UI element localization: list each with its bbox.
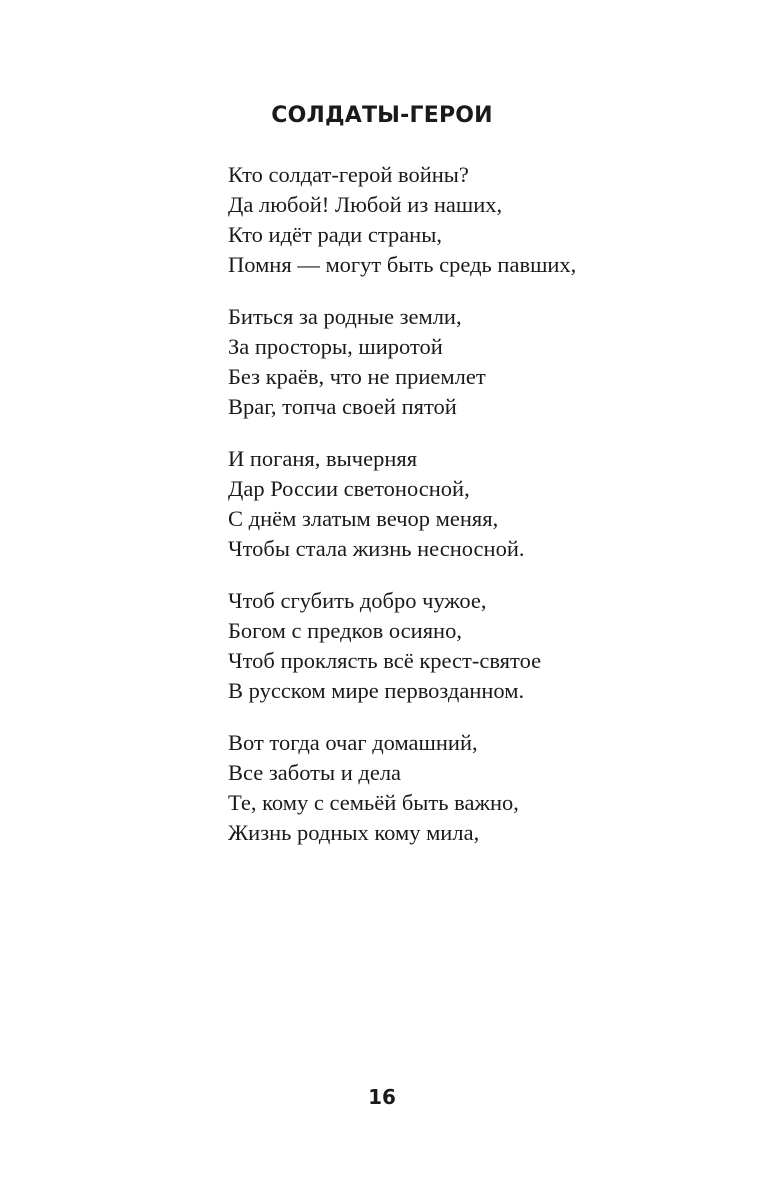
stanza — [228, 728, 748, 848]
poem-line: Кто солдат-герой войны? — [228, 162, 469, 187]
poem-line: Богом с предков осияно, — [228, 618, 462, 643]
stanza — [228, 160, 748, 280]
poem-line: Враг, топча своей пятой — [228, 394, 457, 419]
stanza — [228, 586, 748, 706]
poem-line: Все заботы и дела — [228, 760, 402, 785]
page-number: 16 — [368, 1085, 396, 1109]
poem-line: Дар России светоносной, — [228, 476, 470, 501]
poem-line: Да любой! Любой из наших, — [228, 192, 503, 217]
poem-line: И поганя, вычерняя — [228, 446, 418, 471]
poem-line: Помня — могут быть средь павших, — [228, 252, 577, 277]
poem-line: Вот тогда очаг домашний, — [228, 730, 478, 755]
poem-line: Жизнь родных кому мила, — [228, 820, 480, 845]
poem-title: СОЛДАТЫ-ГЕРОИ — [271, 103, 493, 128]
poem-line: Чтоб проклясть всё крест-святое — [228, 648, 542, 673]
poem-line: Без краёв, что не приемлет — [228, 364, 486, 389]
poem-body — [228, 160, 748, 870]
poem-line: Те, кому с семьёй быть важно, — [228, 790, 519, 815]
poem-line: С днём златым вечор меняя, — [228, 506, 499, 531]
poem-line: За просторы, широтой — [228, 334, 443, 359]
stanza — [228, 444, 748, 564]
poem-line: Чтоб сгубить добро чужое, — [228, 588, 487, 613]
poem-line: В русском мире первозданном. — [228, 678, 525, 703]
poem-line: Чтобы стала жизнь несносной. — [228, 536, 525, 561]
stanza — [228, 302, 748, 422]
poem-line: Кто идёт ради страны, — [228, 222, 442, 247]
poem-line: Биться за родные земли, — [228, 304, 462, 329]
